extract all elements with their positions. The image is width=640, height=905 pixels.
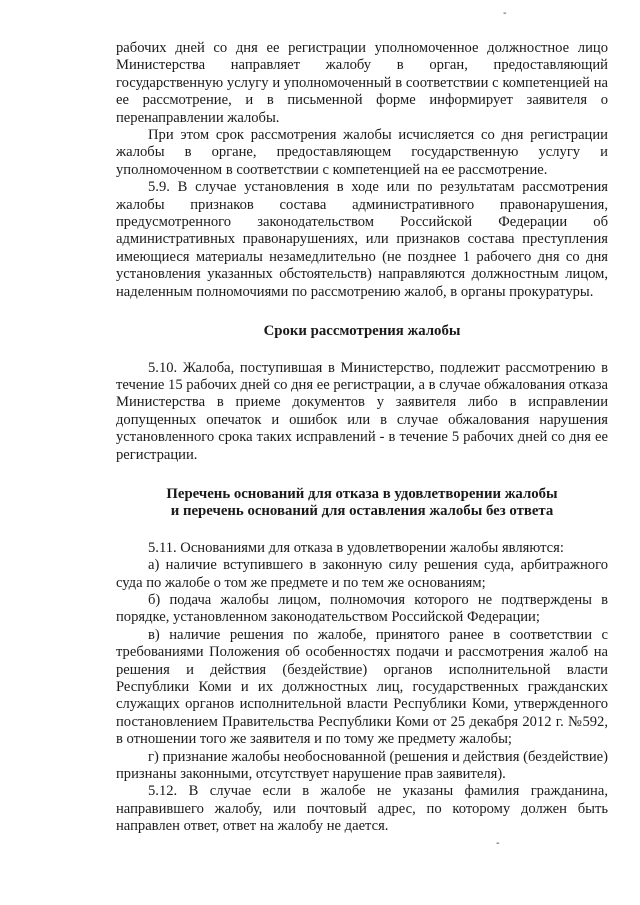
list-item-v: в) наличие решения по жалобе, принятого ранее в соответствии с требованиями Положения об особенностях подачи и рассмотрения жалоб на решения и действия (бездействие) органов исполнительной власти Республики Коми и их должностных лиц, государственных гражданских служащих органов исполнительной власти Республики Коми, утвержденного постановлением Правительства Республики Коми от 25 декабря 2012 г. №592, в отношении того же заявителя и по тому же предмету жалобы; xyxy=(116,626,608,748)
list-item-g: г) признание жалобы необоснованной (решения и действия (бездействие) признаны законными, отсутствует нарушение прав заявителя). xyxy=(116,748,608,783)
paragraph-5-11: 5.11. Основаниями для отказа в удовлетворении жалобы являются: xyxy=(148,539,564,556)
section-heading-review-terms: Сроки рассмотрения жалобы xyxy=(263,323,461,340)
paragraph-5-10: 5.10. Жалоба, поступившая в Министерство, подлежит рассмотрению в течение 15 рабочих дней со дня ее регистрации, а в случае обжалования отказа Министерства в приеме документов у заявителя либо в исправлении допущенных опечаток и ошибок или в случае обжалования нарушения установленного срока таких исправлений - в течение 5 рабочих дней со дня ее регистрации. xyxy=(116,359,608,463)
paragraph-5-12: 5.12. В случае если в жалобе не указаны фамилия гражданина, направившего жалобу, или почтовый адрес, по которому должен быть направлен ответ, ответ на жалобу не дается. xyxy=(116,783,608,835)
paragraph-redirect-complaint: рабочих дней со дня ее регистрации уполномоченное должностное лицо Министерства направляет жалобу в орган, предоставляющий государственную услугу и уполномоченный в соответствии с компетенцией на ее рассмотрение, и в письменной форме информирует заявителя о перенаправлении жалобы. xyxy=(116,40,608,126)
paragraph-5-9: 5.9. В случае установления в ходе или по результатам рассмотрения жалобы признаков состава административного правонарушения, предусмотренного законодательством Российской Федерации об административных правонарушениях, или признаков состава преступления имеющиеся материалы незамедлительно (не позднее 1 рабочего дня со дня установления указанных обстоятельств) направляются должностным лицом, наделенным полномочиями по рассмотрению жалоб, в органы прокуратуры. xyxy=(116,179,608,300)
list-item-a: а) наличие вступившего в законную силу решения суда, арбитражного суда по жалобе о том же предмете и по тем же основаниям; xyxy=(116,557,608,591)
section-heading-refusal-grounds-line1: Перечень оснований для отказа в удовлетворении жалобы xyxy=(166,485,558,502)
bottom-scan-mark: - xyxy=(496,838,500,849)
top-scan-mark: - xyxy=(503,8,507,19)
section-heading-refusal-grounds-line2: и перечень оснований для оставления жалобы без ответа xyxy=(170,503,554,520)
paragraph-review-term-start: При этом срок рассмотрения жалобы исчисляется со дня регистрации жалобы в органе, предоставляющем государственную услугу и уполномоченном в соответствии с компетенцией на ее рассмотрение. xyxy=(116,127,608,178)
list-item-b: б) подача жалобы лицом, полномочия которого не подтверждены в порядке, установленном законодательством Российской Федерации; xyxy=(116,591,608,626)
